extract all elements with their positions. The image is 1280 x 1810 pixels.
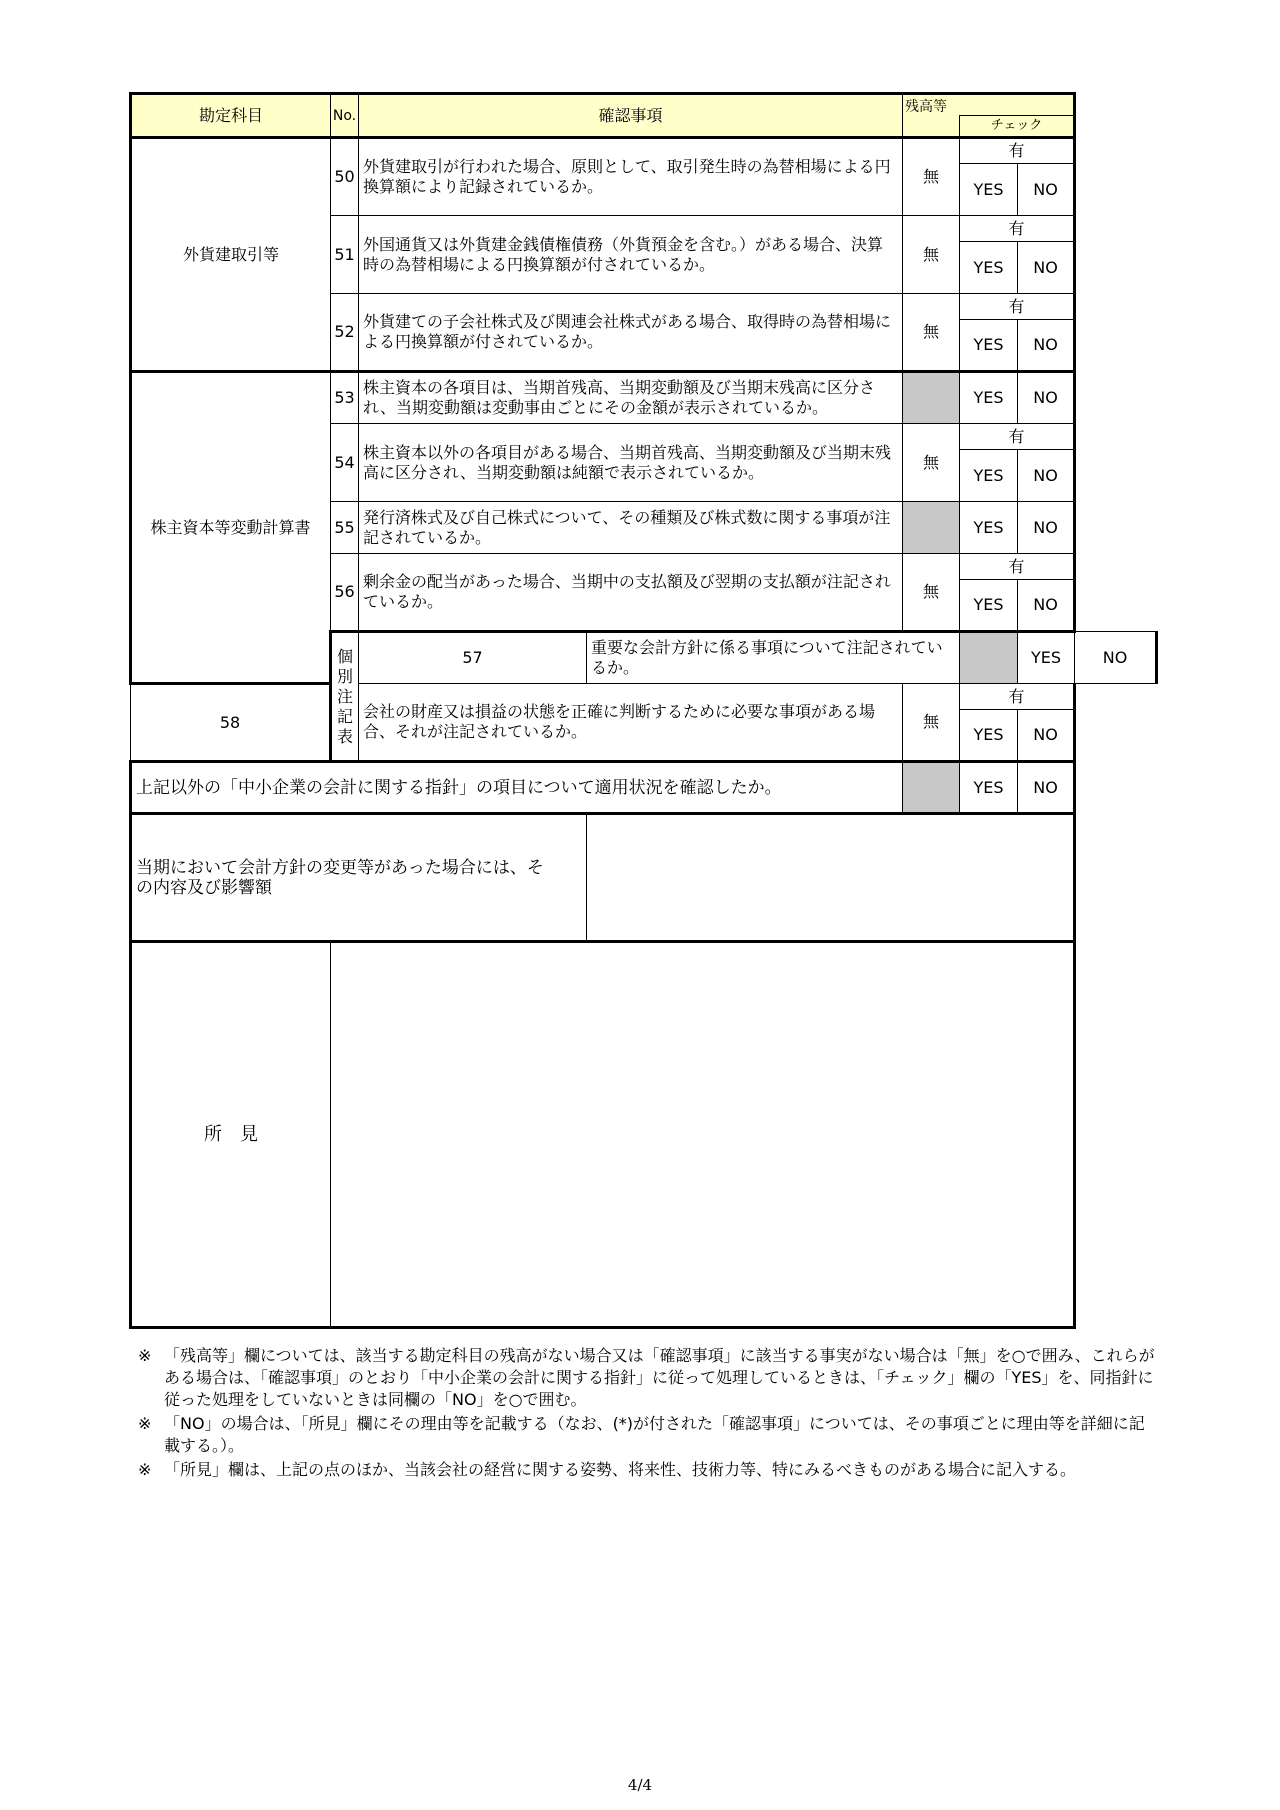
row-number: 58 — [131, 684, 331, 762]
ari-label[interactable]: 有 — [960, 294, 1075, 320]
row-question: 発行済株式及び自己株式について、その種類及び株式数に関する事項が注記されているか。 — [359, 502, 903, 554]
balance-none[interactable]: 無 — [903, 138, 960, 216]
yes-option[interactable]: YES — [960, 450, 1018, 502]
page-number: 4/4 — [627, 1776, 653, 1794]
ari-label[interactable]: 有 — [960, 554, 1075, 580]
note-mark: ※ — [138, 1346, 152, 1365]
balance-shaded — [903, 372, 960, 424]
header-check: チェック — [959, 115, 1073, 136]
yes-option[interactable]: YES — [960, 580, 1018, 632]
yes-option[interactable]: YES — [960, 502, 1018, 554]
no-option[interactable]: NO — [1018, 242, 1075, 294]
note-text: 「残高等」欄については、該当する勘定科目の残高がない場合又は「確認事項」に該当する事実がない場合は「無」を○で囲み、これらがある場合は、「確認事項」のとおり「中小企業の会計に関する指針」に従って処理しているときは、「チェック」欄の「YES」を、同指針に従った処理をしていないときは同欄の「NO」を○で囲む。 — [164, 1346, 1155, 1409]
header-account: 勘定科目 — [131, 94, 331, 138]
balance-none[interactable]: 無 — [903, 424, 960, 502]
header-row — [131, 94, 1157, 138]
row-question: 会社の財産又は損益の状態を正確に判断するために必要な事項がある場合、それが注記されているか。 — [359, 684, 903, 762]
no-option[interactable]: NO — [1018, 320, 1075, 372]
policy-change-entry[interactable] — [587, 814, 1075, 942]
table-row — [131, 684, 1157, 710]
row-number: 53 — [331, 372, 359, 424]
balance-shaded — [960, 632, 1018, 684]
row-number: 50 — [331, 138, 359, 216]
row-number: 55 — [331, 502, 359, 554]
group-label: 株主資本等変動計算書 — [131, 372, 331, 684]
no-option[interactable]: NO — [1075, 632, 1157, 684]
no-option[interactable]: NO — [1018, 580, 1075, 632]
findings-entry[interactable] — [331, 942, 1075, 1328]
checklist-table — [129, 92, 1158, 1329]
balance-none[interactable]: 無 — [903, 216, 960, 294]
balance-none[interactable]: 無 — [903, 554, 960, 632]
no-option[interactable]: NO — [1018, 762, 1075, 814]
ari-label[interactable]: 有 — [960, 138, 1075, 164]
findings-row — [131, 942, 1157, 1328]
other-items-question: 上記以外の「中小企業の会計に関する指針」の項目について適用状況を確認したか。 — [131, 762, 903, 814]
balance-shaded — [903, 762, 960, 814]
note-text: 「所見」欄は、上記の点のほか、当該会社の経営に関する姿勢、将来性、技術力等、特にみるべきものがある場合に記入する。 — [164, 1460, 1077, 1479]
row-question: 外貨建ての子会社株式及び関連会社株式がある場合、取得時の為替相場による円換算額が付されているか。 — [359, 294, 903, 372]
table-row — [131, 372, 1157, 424]
row-question: 外貨建取引が行われた場合、原則として、取引発生時の為替相場による円換算額により記録されているか。 — [359, 138, 903, 216]
row-question: 株主資本以外の各項目がある場合、当期首残高、当期変動額及び当期末残高に区分され、当期変動額は純額で表示されているか。 — [359, 424, 903, 502]
row-question: 株主資本の各項目は、当期首残高、当期変動額及び当期末残高に区分され、当期変動額は変動事由ごとにその金額が表示されているか。 — [359, 372, 903, 424]
balance-none[interactable]: 無 — [903, 294, 960, 372]
row-number: 51 — [331, 216, 359, 294]
row-question: 剰余金の配当があった場合、当期中の支払額及び翌期の支払額が注記されているか。 — [359, 554, 903, 632]
row-question: 重要な会計方針に係る事項について注記されているか。 — [587, 632, 960, 684]
no-option[interactable]: NO — [1018, 450, 1075, 502]
row-number: 54 — [331, 424, 359, 502]
row-question: 外国通貨又は外貨建金銭債権債務（外貨預金を含む。）がある場合、決算時の為替相場による円換算額が付されているか。 — [359, 216, 903, 294]
balance-shaded — [903, 502, 960, 554]
header-balance: 残高等 — [905, 99, 948, 115]
note-item — [138, 1459, 1158, 1481]
yes-option[interactable]: YES — [1018, 632, 1075, 684]
ari-label[interactable]: 有 — [960, 424, 1075, 450]
header-balance-check — [903, 94, 1075, 138]
no-option[interactable]: NO — [1018, 710, 1075, 762]
yes-option[interactable]: YES — [960, 372, 1018, 424]
ari-label[interactable]: 有 — [960, 684, 1075, 710]
table-row — [131, 138, 1157, 164]
yes-option[interactable]: YES — [960, 242, 1018, 294]
balance-none[interactable]: 無 — [903, 684, 960, 762]
yes-option[interactable]: YES — [960, 710, 1018, 762]
group-label: 外貨建取引等 — [131, 138, 331, 372]
header-no: No. — [331, 94, 359, 138]
ari-label[interactable]: 有 — [960, 216, 1075, 242]
row-number: 52 — [331, 294, 359, 372]
yes-option[interactable]: YES — [960, 164, 1018, 216]
note-mark: ※ — [138, 1460, 152, 1479]
yes-option[interactable]: YES — [960, 320, 1018, 372]
row-number: 57 — [359, 632, 587, 684]
policy-change-label: 当期において会計方針の変更等があった場合には、その内容及び影響額 — [131, 814, 587, 942]
note-item — [138, 1413, 1158, 1457]
other-items-row — [131, 762, 1157, 814]
group-label: 個別注記表 — [331, 632, 359, 762]
note-mark: ※ — [138, 1414, 152, 1433]
note-item — [138, 1345, 1158, 1411]
yes-option[interactable]: YES — [960, 762, 1018, 814]
no-option[interactable]: NO — [1018, 164, 1075, 216]
no-option[interactable]: NO — [1018, 372, 1075, 424]
row-number: 56 — [331, 554, 359, 632]
note-text: 「NO」の場合は、「所見」欄にその理由等を記載する（なお、(*)が付された「確認事項」については、その事項ごとに理由等を詳細に記載する。）。 — [164, 1414, 1145, 1455]
no-option[interactable]: NO — [1018, 502, 1075, 554]
header-item: 確認事項 — [359, 94, 903, 138]
notes — [138, 1345, 1158, 1483]
policy-change-row — [131, 814, 1157, 942]
findings-label: 所 見 — [131, 942, 331, 1328]
